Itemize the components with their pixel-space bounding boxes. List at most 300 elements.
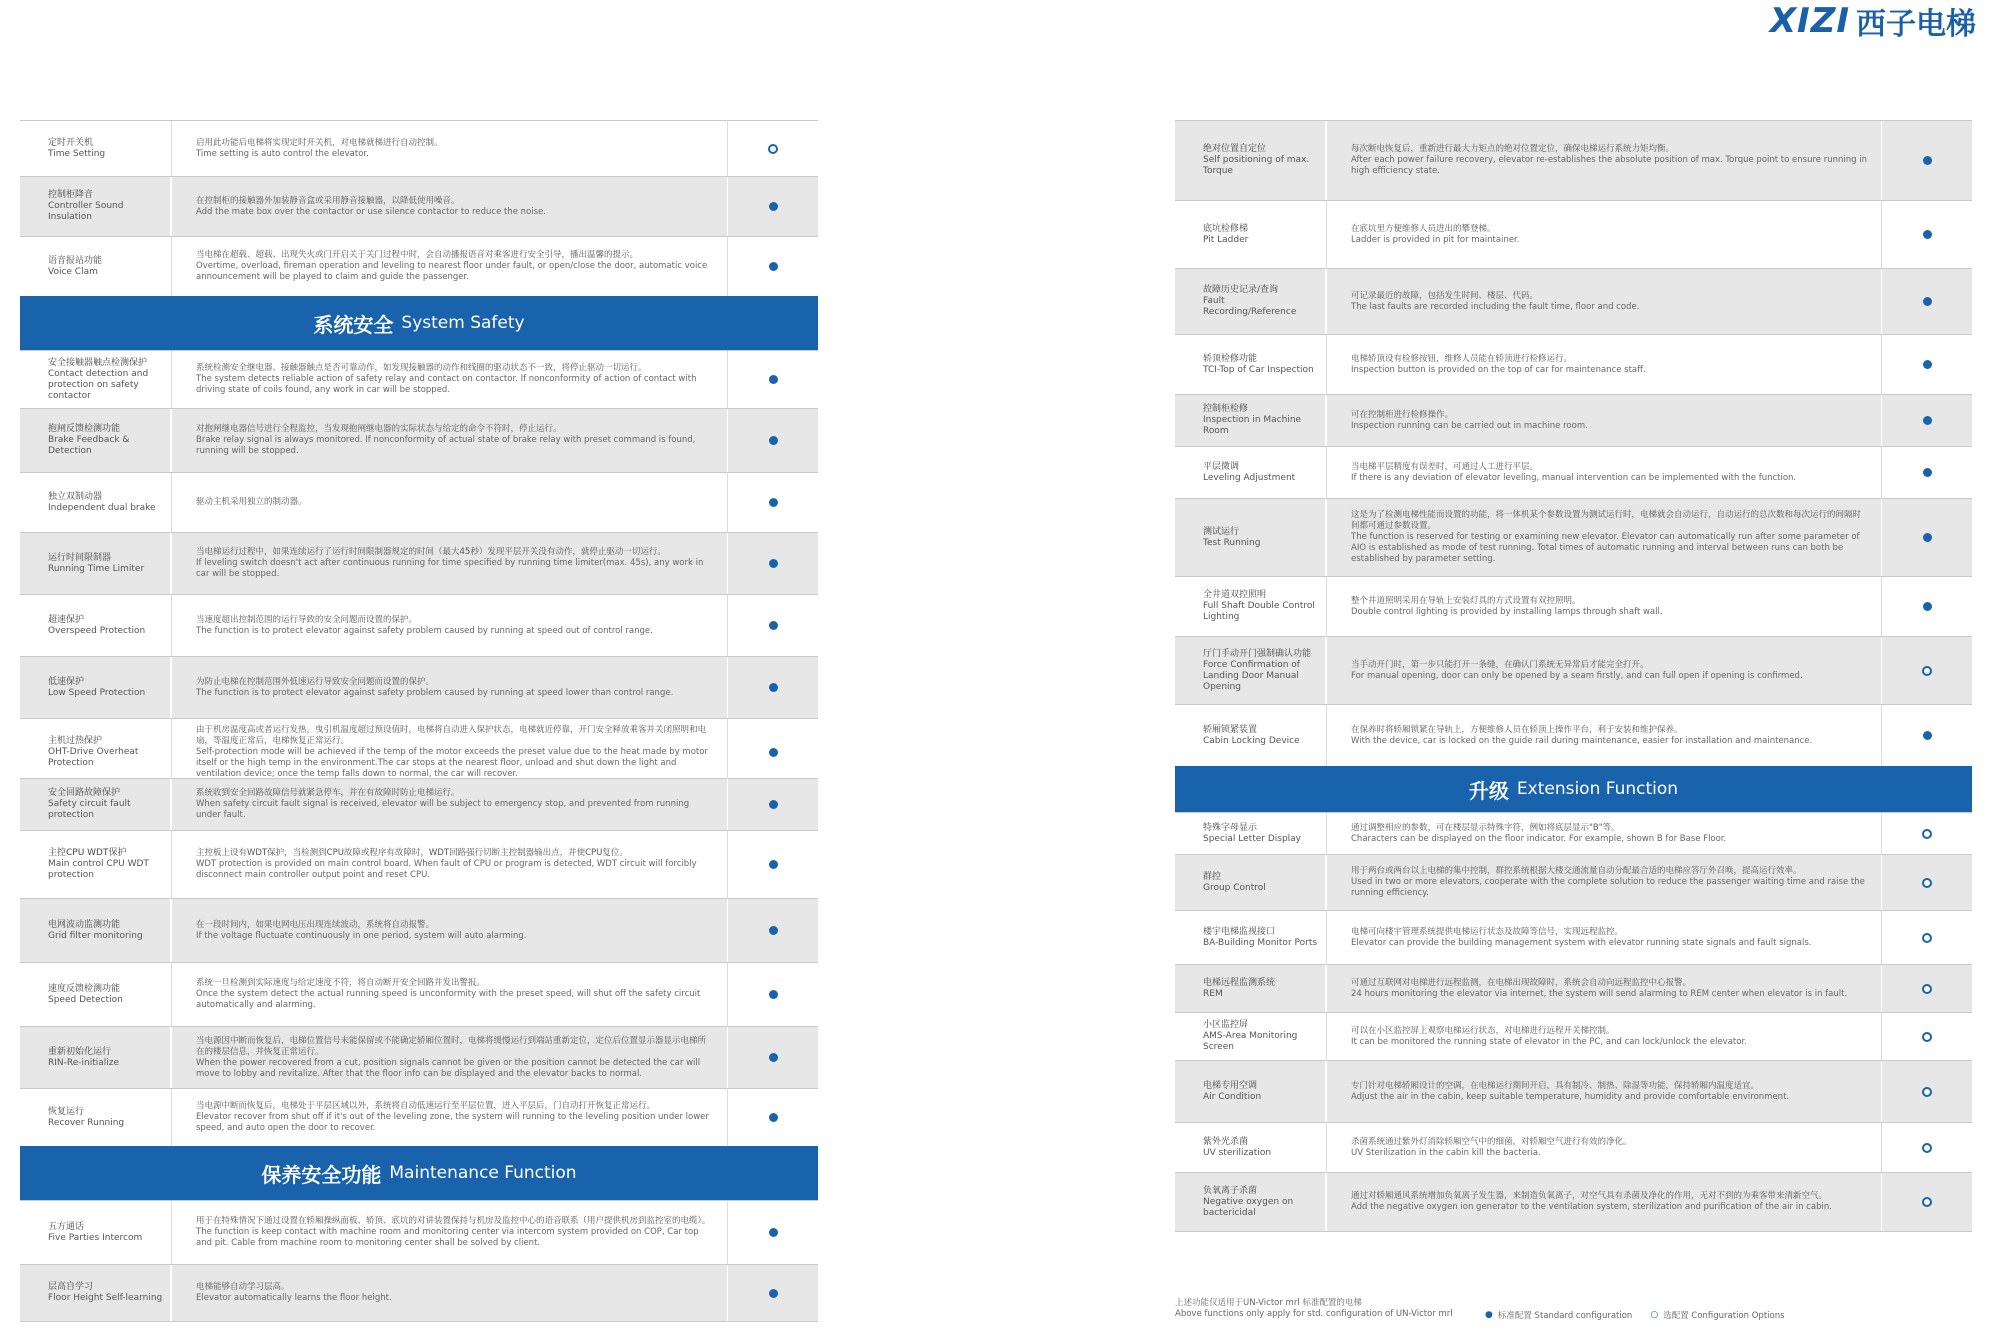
standard-dot-icon <box>769 202 778 211</box>
feature-name-cn: 电梯远程监测系统 <box>1203 977 1276 988</box>
feature-description-cn: 在一段时间内，如果电网电压出现连续波动，系统将自动报警。 <box>196 919 435 930</box>
feature-row <box>1175 1060 1972 1122</box>
standard-dot-icon <box>769 1113 778 1122</box>
feature-description-cell <box>172 779 728 830</box>
standard-dot-icon <box>769 926 778 935</box>
feature-description-cell <box>1327 965 1882 1012</box>
feature-description-cell <box>172 533 728 594</box>
feature-name-cell <box>1175 395 1327 446</box>
feature-name-cell <box>20 1027 172 1088</box>
feature-name-en: Speed Detection <box>48 994 123 1005</box>
feature-description-en: 24 hours monitoring the elevator via internet, the system will send alarming to REM center when elevator is in fault. <box>1351 988 1848 999</box>
feature-row <box>1175 268 1972 334</box>
feature-name-en: Air Condition <box>1203 1091 1262 1102</box>
feature-description-en: For manual opening, door can only be opened by a seam firstly, and can full open if opening is confirmed. <box>1351 670 1803 681</box>
feature-name-cn: 主控CPU WDT保护 <box>48 848 127 858</box>
footnote-en: Above functions only apply for std. configuration of UN-Victor mrl <box>1175 1309 1453 1319</box>
feature-description-en: WDT protection is provided on main control board. When fault of CPU or program is detected, WDT circuit will forcibly disconnect main controller output point and reset CPU. <box>196 859 697 880</box>
feature-description-cell <box>1327 1123 1882 1172</box>
feature-name-en: Test Running <box>1203 537 1261 548</box>
feature-name-cell <box>1175 855 1327 910</box>
configuration-cell <box>1882 1173 1972 1231</box>
feature-name-cell <box>20 1089 172 1146</box>
configuration-cell <box>1882 121 1972 200</box>
standard-dot-icon: ● <box>1485 1310 1493 1320</box>
feature-row <box>1175 636 1972 704</box>
standard-dot-icon <box>1923 230 1932 239</box>
feature-name-cell <box>1175 1123 1327 1172</box>
configuration-cell <box>1882 911 1972 964</box>
feature-description-en: Elevator automatically learns the floor height. <box>196 1293 392 1303</box>
feature-description-en: Add the mate box over the contactor or use silence contactor to reduce the noise. <box>196 206 546 217</box>
feature-description-en: It can be monitored the running state of elevator in the PC, and can lock/unlock the elevator. <box>1351 1036 1747 1047</box>
feature-description-en: Used in two or more elevators, cooperate with the complete solution to reduce the passenger waiting time and raise the running efficiency. <box>1351 877 1865 898</box>
feature-row <box>1175 1172 1972 1232</box>
feature-row <box>20 350 818 408</box>
optional-circle-icon <box>1922 878 1932 888</box>
feature-description-cn: 电梯轿顶设有检修按钮，维修人员能在轿顶进行检修运行。 <box>1351 353 1573 364</box>
legend <box>1485 1309 1803 1321</box>
feature-description-cn: 在控制柜的接触器外加装静音盒或采用静音接触器，以降低使用噪音。 <box>196 195 460 206</box>
feature-description-cn: 系统一旦检测到实际速度与给定速度不符，将自动断开安全回路并发出警报。 <box>196 978 486 988</box>
feature-name-en: Low Speed Protection <box>48 687 146 698</box>
feature-name-en: Running Time Limiter <box>48 563 145 574</box>
feature-name-en: UV sterilization <box>1203 1147 1272 1158</box>
section-header <box>1175 766 1972 812</box>
feature-name-cell <box>20 831 172 898</box>
feature-name-cn: 运行时间限制器 <box>48 552 112 563</box>
feature-row <box>20 1200 818 1264</box>
feature-name-en: TCI-Top of Car Inspection <box>1203 364 1314 375</box>
feature-name-cn: 五方通话 <box>48 1221 85 1232</box>
configuration-cell <box>1882 447 1972 498</box>
feature-description-cell <box>1327 121 1882 200</box>
right-feature-table <box>1175 120 1972 1232</box>
feature-row <box>1175 446 1972 498</box>
feature-name-en: Fault Recording/Reference <box>1203 296 1297 317</box>
configuration-cell <box>728 657 818 718</box>
feature-name-cn: 重新初始化运行 <box>48 1046 112 1057</box>
standard-dot-icon <box>1923 297 1932 306</box>
standard-dot-icon <box>769 621 778 630</box>
feature-row <box>1175 812 1972 854</box>
feature-name-cell <box>20 779 172 830</box>
configuration-cell <box>1882 637 1972 704</box>
feature-description-cn: 为防止电梯在控制范围外低速运行导致安全问题而设置的保护。 <box>196 676 435 687</box>
optional-circle-icon <box>1922 1087 1932 1097</box>
configuration-cell <box>728 963 818 1026</box>
feature-description-cell <box>1327 577 1882 636</box>
feature-description-cn: 驱动主机采用独立的制动器。 <box>196 497 307 507</box>
feature-description-cell <box>172 719 728 786</box>
standard-dot-icon <box>1923 533 1932 542</box>
standard-dot-icon <box>769 559 778 568</box>
standard-dot-icon <box>769 498 778 507</box>
feature-description-cell <box>172 899 728 962</box>
feature-name-en: Force Confirmation of Landing Door Manual Opening <box>1203 659 1300 692</box>
feature-description-cn: 通过调整相应的参数，可在楼层显示特殊字符，例如将底层显示"B"等。 <box>1351 822 1620 833</box>
feature-description-en: The function is to protect elevator against safety problem caused by running at speed out of control range. <box>196 625 653 636</box>
feature-row <box>20 176 818 236</box>
legend-optional <box>1650 1309 1784 1321</box>
configuration-cell <box>1882 499 1972 576</box>
standard-dot-icon <box>1923 156 1932 165</box>
feature-row <box>20 1026 818 1088</box>
feature-name-cell <box>1175 813 1327 854</box>
feature-description-cn: 当电梯运行过程中，如果连续运行了运行时间限制器规定的时间（最大45秒）发现平层开关没有动作，就停止驱动一切运行。 <box>196 547 666 557</box>
feature-name-cell <box>1175 1061 1327 1122</box>
feature-name-cn: 群控 <box>1203 871 1222 882</box>
standard-dot-icon <box>1923 602 1932 611</box>
feature-description-cn: 可记录最近的故障，包括发生时间、楼层、代码。 <box>1351 290 1539 301</box>
feature-description-cell <box>1327 201 1882 268</box>
feature-name-en: Brake Feedback & Detection <box>48 435 130 456</box>
feature-description-en: If the voltage fluctuate continuously in one period, system will auto alarming. <box>196 930 527 941</box>
configuration-cell <box>728 779 818 830</box>
feature-row <box>20 408 818 472</box>
feature-name-en: Group Control <box>1203 882 1266 893</box>
feature-name-en: Five Parties Intercom <box>48 1232 143 1243</box>
feature-name-cell <box>1175 637 1327 704</box>
feature-name-cn: 独立双制动器 <box>48 491 103 502</box>
feature-description-en: Add the negative oxygen ion generator to the ventilation system, sterilization and purification of the air in cabin. <box>1351 1202 1832 1212</box>
configuration-cell <box>728 473 818 532</box>
feature-description-cell <box>1327 1061 1882 1122</box>
feature-name-cn: 安全接触器触点检测保护 <box>48 357 148 368</box>
feature-row <box>20 962 818 1026</box>
feature-name-cn: 超速保护 <box>48 614 85 625</box>
feature-description-cell <box>172 237 728 296</box>
feature-row <box>1175 576 1972 636</box>
feature-description-en: Elevator recover from shut off if it's out of the leveling zone, the system will running to the leveling position under lower speed, and auto open the door to recover. <box>196 1112 709 1133</box>
feature-name-cell <box>1175 705 1327 766</box>
feature-description-cn: 用于两台或两台以上电梯的集中控制，群控系统根据大楼交通流量自动分配最合适的电梯应答厅外召唤，提高运行效率。 <box>1351 866 1802 876</box>
feature-description-en: Inspection button is provided on the top of car for maintenance staff. <box>1351 364 1646 375</box>
feature-row <box>20 830 818 898</box>
feature-name-cn: 恢复运行 <box>48 1106 85 1117</box>
feature-description-cell <box>172 963 728 1026</box>
configuration-cell <box>728 899 818 962</box>
section-title-en: Extension Function <box>1516 779 1679 799</box>
feature-name-cell <box>20 899 172 962</box>
feature-row <box>1175 854 1972 910</box>
feature-name-cell <box>1175 1173 1327 1231</box>
feature-description-en: With the device, car is locked on the guide rail during maintenance, easier for installation and maintenance. <box>1351 735 1813 746</box>
feature-name-en: Full Shaft Double Control Lighting <box>1203 601 1315 622</box>
feature-description-cell <box>172 409 728 472</box>
optional-circle-icon: ○ <box>1650 1310 1659 1320</box>
configuration-cell <box>1882 269 1972 334</box>
section-header <box>20 296 818 350</box>
optional-circle-icon <box>768 144 778 154</box>
feature-name-cn: 平层微调 <box>1203 461 1240 472</box>
feature-description-cell <box>1327 447 1882 498</box>
feature-row <box>20 120 818 176</box>
feature-name-en: Time Setting <box>48 148 106 159</box>
section-header <box>20 1146 818 1200</box>
feature-name-en: Inspection in Machine Room <box>1203 415 1302 436</box>
configuration-cell <box>1882 855 1972 910</box>
configuration-cell <box>728 351 818 408</box>
feature-row <box>20 532 818 594</box>
feature-name-cn: 语音报站功能 <box>48 255 103 266</box>
feature-description-cell <box>1327 813 1882 854</box>
standard-dot-icon <box>1923 731 1932 740</box>
feature-description-cn: 可通过互联网对电梯进行远程监测，在电梯出现故障时，系统会自动向远程监控中心报警。 <box>1351 977 1692 988</box>
feature-description-cell <box>1327 269 1882 334</box>
feature-name-cell <box>20 409 172 472</box>
feature-row <box>20 718 818 778</box>
feature-row <box>1175 1122 1972 1172</box>
feature-description-en: Brake relay signal is always monitored. If nonconformity of actual state of brake relay with preset command is found, running will be stopped. <box>196 435 696 456</box>
feature-description-cell <box>172 1027 728 1088</box>
feature-name-en: Grid filter monitoring <box>48 930 143 941</box>
feature-description-cn: 当电梯在超载、超载、出现失火或门开启关于关门过程中时，会自动播报语音对乘客进行安全引导，播出温馨的提示。 <box>196 250 639 260</box>
configuration-cell <box>1882 1061 1972 1122</box>
feature-name-cell <box>20 963 172 1026</box>
feature-description-en: Inspection running can be carried out in machine room. <box>1351 420 1588 431</box>
feature-row <box>1175 334 1972 394</box>
feature-name-cn: 负氧离子杀菌 <box>1203 1185 1258 1196</box>
feature-name-en: Main control CPU WDT protection <box>48 859 149 880</box>
configuration-cell <box>1882 1013 1972 1060</box>
feature-name-en: Pit Ladder <box>1203 234 1249 245</box>
feature-name-en: Cabin Locking Device <box>1203 735 1300 746</box>
logo-en: XIZI <box>1769 1 1850 41</box>
feature-description-cell <box>172 177 728 236</box>
optional-circle-icon <box>1922 1143 1932 1153</box>
feature-name-cell <box>20 177 172 236</box>
feature-name-cn: 主机过热保护 <box>48 736 103 746</box>
feature-name-cell <box>1175 499 1327 576</box>
feature-description-cn: 专门针对电梯轿厢设计的空调，在电梯运行期间开启，具有制冷、制热、除湿等功能，保持轿厢内温度适宜。 <box>1351 1080 1760 1091</box>
section-title-cn: 保养安全功能 <box>261 1162 382 1187</box>
feature-name-en: Safety circuit fault protection <box>48 799 131 820</box>
configuration-cell <box>728 177 818 236</box>
feature-description-cell <box>1327 1013 1882 1060</box>
feature-description-cn: 当电源因中断而恢复后，电梯位置信号未能保留或不能确定轿厢位置时，电梯将缓慢运行到端站重新定位，定位后位置显示器显示电梯所在的楼层信息，并恢复正常运行。 <box>196 1035 707 1057</box>
feature-name-cn: 楼宇电梯监视接口 <box>1203 926 1276 937</box>
feature-name-en: Floor Height Self-learning <box>48 1293 163 1303</box>
feature-name-cn: 低速保护 <box>48 676 85 687</box>
configuration-cell <box>728 121 818 176</box>
feature-description-cell <box>172 351 728 408</box>
brand-logo <box>1770 2 1976 40</box>
standard-dot-icon <box>769 683 778 692</box>
feature-name-cn: 速度反馈检测功能 <box>48 983 121 994</box>
feature-name-en: REM <box>1203 988 1223 999</box>
feature-description-en: Time setting is auto control the elevator. <box>196 148 369 159</box>
standard-dot-icon <box>769 860 778 869</box>
configuration-cell <box>728 831 818 898</box>
footnote-cn: 上述功能仅适用于UN-Victor mrl 标准配置的电梯 <box>1175 1298 1362 1308</box>
configuration-cell <box>728 595 818 656</box>
feature-name-cn: 小区监控屏 <box>1203 1020 1249 1030</box>
optional-circle-icon <box>1922 1032 1932 1042</box>
feature-name-cell <box>20 121 172 176</box>
feature-description-cn: 当速度超出控制范围的运行导致的安全问题而设置的保护。 <box>196 614 418 625</box>
feature-name-en: Controller Sound Insulation <box>48 201 124 222</box>
feature-name-cn: 控制柜降音 <box>48 190 94 200</box>
feature-description-en: After each power failure recovery, elevator re-establishes the absolute position of max. Torque point to ensure running in high efficiency state. <box>1351 155 1867 176</box>
standard-dot-icon <box>1923 416 1932 425</box>
configuration-cell <box>1882 335 1972 394</box>
configuration-cell <box>1882 395 1972 446</box>
feature-name-cn: 轿厢锁紧装置 <box>1203 724 1258 735</box>
feature-description-cn: 在保养时将轿厢锁紧在导轨上，方便维修人员在轿顶上操作平台，利于安装和维护保养。 <box>1351 724 1683 735</box>
configuration-cell <box>1882 813 1972 854</box>
feature-description-cn: 由于机房温度高或者运行发热，曳引机温度超过预设值时，电梯将自动进入保护状态，电梯就近停靠，开门安全释放乘客并关闭照明和电扇，等温度正常后，电梯恢复正常运行。 <box>196 725 707 746</box>
feature-description-cn: 在底坑里方便维修人员进出的攀登梯。 <box>1351 223 1496 234</box>
feature-name-cell <box>20 1265 172 1321</box>
feature-row <box>1175 1012 1972 1060</box>
feature-name-cell <box>20 351 172 408</box>
feature-description-en: Ladder is provided in pit for maintainer. <box>1351 234 1520 245</box>
feature-name-en: Leveling Adjustment <box>1203 472 1296 483</box>
feature-name-cell <box>1175 965 1327 1012</box>
feature-description-en: The function is to protect elevator against safety problem caused by running at speed lower than control range. <box>196 687 674 698</box>
feature-description-en: UV Sterilization in the cabin kill the bacteria. <box>1351 1147 1541 1158</box>
feature-description-cn: 可以在小区监控屏上观察电梯运行状态，对电梯进行远程开关梯控制。 <box>1351 1025 1615 1036</box>
feature-description-en: When the power recovered from a cut, position signals cannot be given or the position cannot be detected the car will move to lobby and revitalize. After that the floor info can be displayed and the elevator backs to normal. <box>196 1057 701 1079</box>
feature-row <box>20 236 818 296</box>
feature-row <box>1175 498 1972 576</box>
feature-description-cell <box>1327 637 1882 704</box>
section-title-en: Maintenance Function <box>389 1163 577 1183</box>
feature-description-cell <box>1327 499 1882 576</box>
feature-description-en: The last faults are recorded including the fault time, floor and code. <box>1351 301 1640 312</box>
legend-optional-label: 选配置 Configuration Options <box>1663 1311 1785 1321</box>
feature-name-cn: 测试运行 <box>1203 526 1240 537</box>
feature-name-cell <box>1175 577 1327 636</box>
configuration-cell <box>728 1265 818 1321</box>
feature-name-cell <box>1175 911 1327 964</box>
configuration-cell <box>728 237 818 296</box>
feature-name-cell <box>20 657 172 718</box>
standard-dot-icon <box>769 748 778 757</box>
feature-row <box>20 778 818 830</box>
feature-name-cn: 全井道双控照明 <box>1203 590 1267 600</box>
optional-circle-icon <box>1922 984 1932 994</box>
standard-dot-icon <box>769 262 778 271</box>
configuration-cell <box>728 533 818 594</box>
feature-description-en: The function is keep contact with machine room and monitoring center via intercom system provided on COP, Car top and pit. Cable from machine room to monitoring center shall be solved by client. <box>196 1227 699 1248</box>
feature-name-en: Recover Running <box>48 1117 125 1128</box>
feature-name-cn: 特殊字母显示 <box>1203 822 1258 833</box>
feature-description-cn: 用于在特殊情况下通过设置在轿厢操纵面板、轿顶、底坑的对讲装置保持与机房及监控中心的语音联系（用户提供机房到监控室的电缆）。 <box>196 1216 711 1226</box>
configuration-cell <box>1882 1123 1972 1172</box>
feature-name-cell <box>1175 201 1327 268</box>
feature-description-en: When safety circuit fault signal is received, elevator will be subject to emergency stop, and prevented from running under fault. <box>196 799 690 820</box>
feature-row <box>20 472 818 532</box>
feature-row <box>1175 394 1972 446</box>
legend-standard-label: 标准配置 Standard configuration <box>1497 1311 1633 1321</box>
feature-description-cn: 杀菌系统通过紫外灯消除轿厢空气中的细菌，对轿厢空气进行有效的净化。 <box>1351 1136 1632 1147</box>
feature-name-en: Special Letter Display <box>1203 833 1302 844</box>
feature-name-en: Overspeed Protection <box>48 625 146 636</box>
configuration-cell <box>728 1201 818 1264</box>
feature-description-cell <box>1327 855 1882 910</box>
configuration-cell <box>728 1027 818 1088</box>
configuration-cell <box>1882 577 1972 636</box>
feature-name-en: Negative oxygen on bactericidal <box>1203 1196 1294 1218</box>
standard-dot-icon <box>1923 360 1932 369</box>
feature-description-cell <box>1327 705 1882 766</box>
feature-description-cn: 通过对轿厢通风系统增加负氧离子发生器，来制造负氧离子，对空气具有杀菌及净化的作用，无对不到的为乘客带来清新空气。 <box>1351 1191 1828 1201</box>
feature-name-en: AMS-Area Monitoring Screen <box>1203 1031 1298 1052</box>
feature-name-cn: 紫外光杀菌 <box>1203 1136 1249 1147</box>
logo-cn: 西子电梯 <box>1856 7 1976 42</box>
feature-name-cn: 底坑检修梯 <box>1203 223 1249 234</box>
feature-description-en: Double control lighting is provided by installing lamps through shaft wall. <box>1351 606 1663 617</box>
feature-name-cell <box>1175 335 1327 394</box>
configuration-cell <box>728 719 818 786</box>
feature-description-cn: 当电梯平层精度有误差时，可通过人工进行平层。 <box>1351 461 1539 472</box>
optional-circle-icon <box>1922 666 1932 676</box>
configuration-cell <box>1882 201 1972 268</box>
feature-description-cell <box>172 831 728 898</box>
feature-name-cell <box>20 533 172 594</box>
feature-description-cn: 这是为了检测电梯性能而设置的功能，将一体机某个参数设置为测试运行时，电梯就会自动运行，自动运行的总次数和每次运行的间隔时间都可通过参数设置。 <box>1351 510 1862 531</box>
feature-description-cell <box>172 595 728 656</box>
left-feature-table <box>20 120 818 1322</box>
configuration-cell <box>1882 705 1972 766</box>
feature-name-cell <box>1175 269 1327 334</box>
feature-description-cn: 电梯能够自动学习层高。 <box>196 1282 290 1292</box>
feature-name-cell <box>20 1201 172 1264</box>
feature-description-cn: 电梯可向楼宇管理系统提供电梯运行状态及故障等信号，实现远程监控。 <box>1351 926 1624 937</box>
feature-name-cell <box>1175 121 1327 200</box>
feature-name-cn: 电梯专用空调 <box>1203 1080 1258 1091</box>
feature-description-en: Self-protection mode will be achieved if the temp of the motor exceeds the preset value due to the heat made by motor itself or the high temp in the environment.The car stops at the nearest floor, unload and shut down the light and ventilation device; once the temp falls down to normal, the car will recover. <box>196 747 708 779</box>
feature-name-cell <box>20 237 172 296</box>
feature-description-cn: 当电源中断而恢复后，电梯处于平层区域以外，系统将自动低速运行至平层位置，进入平层后，门自动打开恢复正常运行。 <box>196 1101 656 1111</box>
feature-name-cn: 绝对位置自定位 <box>1203 144 1267 154</box>
feature-name-cell <box>20 719 172 786</box>
feature-description-en: Characters can be displayed on the floor indicator. For example, shown B for Base Floor. <box>1351 833 1727 844</box>
feature-description-en: The function is reserved for testing or examining new elevator. Elevator can automatically run after some parameter of AIO is established as mode of test running. Total times of automatic running and interval between runs can both be established by parameter setting. <box>1351 532 1860 564</box>
feature-description-cell <box>172 1265 728 1321</box>
feature-row <box>1175 964 1972 1012</box>
feature-description-cn: 每次断电恢复后，重新进行最大力矩点的绝对位置定位，确保电梯运行系统力矩均衡。 <box>1351 144 1675 154</box>
feature-description-cn: 主控板上设有WDT保护，当检测到CPU故障或程序有故障时，WDT回路强行切断主控制器输出点，并使CPU复位。 <box>196 848 628 858</box>
feature-name-en: Voice Clam <box>48 266 98 277</box>
optional-circle-icon <box>1922 829 1932 839</box>
feature-name-cn: 安全回路故障保护 <box>48 788 121 798</box>
standard-dot-icon <box>769 990 778 999</box>
feature-name-en: Independent dual brake <box>48 502 156 513</box>
feature-description-cell <box>172 121 728 176</box>
feature-name-cn: 定时开关机 <box>48 137 94 148</box>
standard-dot-icon <box>769 800 778 809</box>
configuration-cell <box>728 1089 818 1146</box>
feature-name-cn: 控制柜检修 <box>1203 404 1249 414</box>
section-title-cn: 系统安全 <box>313 312 394 337</box>
feature-description-cn: 启用此功能后电梯将实现定时开关机，对电梯就梯进行自动控制。 <box>196 137 443 148</box>
standard-dot-icon <box>769 375 778 384</box>
feature-name-cell <box>20 473 172 532</box>
feature-name-en: RIN-Re-initialize <box>48 1057 120 1068</box>
standard-dot-icon <box>1923 468 1932 477</box>
feature-description-cn: 系统收到安全回路故障信号就紧急停车，并在有故障时防止电梯运行。 <box>196 788 460 798</box>
feature-name-en: Contact detection and protection on safety contactor <box>48 368 149 401</box>
standard-dot-icon <box>769 1228 778 1237</box>
feature-description-cell <box>1327 1173 1882 1231</box>
feature-name-cn: 轿顶检修功能 <box>1203 353 1258 364</box>
section-title-cn: 升级 <box>1468 778 1509 803</box>
configuration-cell <box>1882 965 1972 1012</box>
feature-name-en: OHT-Drive Overheat Protection <box>48 747 139 768</box>
